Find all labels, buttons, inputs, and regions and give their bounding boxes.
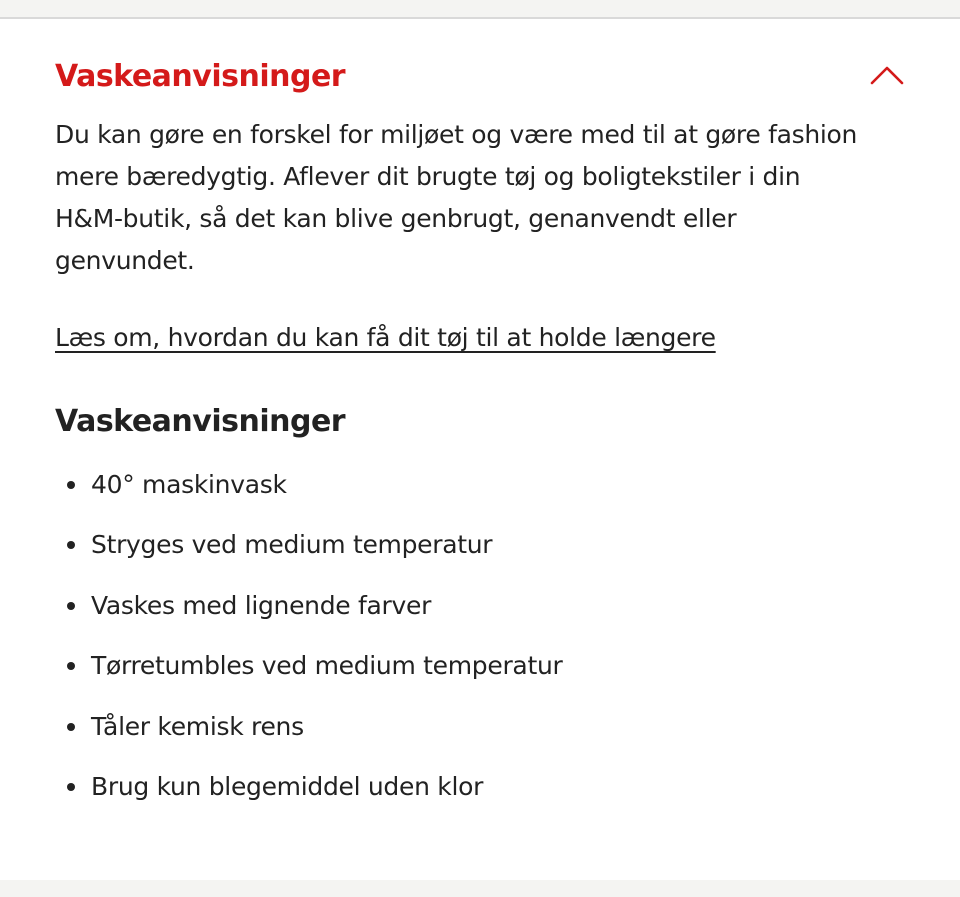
intro-line: H&M-butik, så det kan blive genbrugt, genanvendt eller [55,204,737,233]
intro-line: genvundet. [55,246,195,275]
list-item [55,645,855,705]
bullet-icon [67,723,75,731]
bullet-icon [67,541,75,549]
list-item-text: Tåler kemisk rens [91,711,304,741]
chevron-up-icon[interactable] [869,61,905,89]
intro-line: mere bæredygtig. Aflever dit brugte tøj og boligtekstiler i din [55,162,801,191]
bullet-icon [67,481,75,489]
top-divider [0,0,960,19]
list-item [55,585,855,645]
list-item-text: Vaskes med lignende farver [91,590,432,620]
list-item [55,766,855,826]
care-instructions-list [55,464,855,826]
list-item-text: Tørretumbles ved medium temperatur [91,651,563,681]
intro-line: Du kan gøre en forskel for miljøet og være med til at gøre fashion [55,120,858,149]
accordion-header[interactable] [55,57,905,101]
bottom-divider [0,880,960,897]
list-item [55,706,855,766]
list-item [55,524,855,584]
garment-care-link[interactable]: Læs om, hvordan du kan få dit tøj til at holde længere [55,323,716,352]
accordion-title: Vaskeanvisninger [55,59,346,94]
list-item-text: Stryges ved medium temperatur [91,530,493,560]
bullet-icon [67,602,75,610]
bullet-icon [67,662,75,670]
care-section-heading: Vaskeanvisninger [55,404,346,439]
bullet-icon [67,783,75,791]
list-item-text: Brug kun blegemiddel uden klor [91,771,484,801]
sustainability-intro [55,114,915,282]
list-item-text: 40° maskinvask [91,470,287,499]
list-item [55,464,855,524]
